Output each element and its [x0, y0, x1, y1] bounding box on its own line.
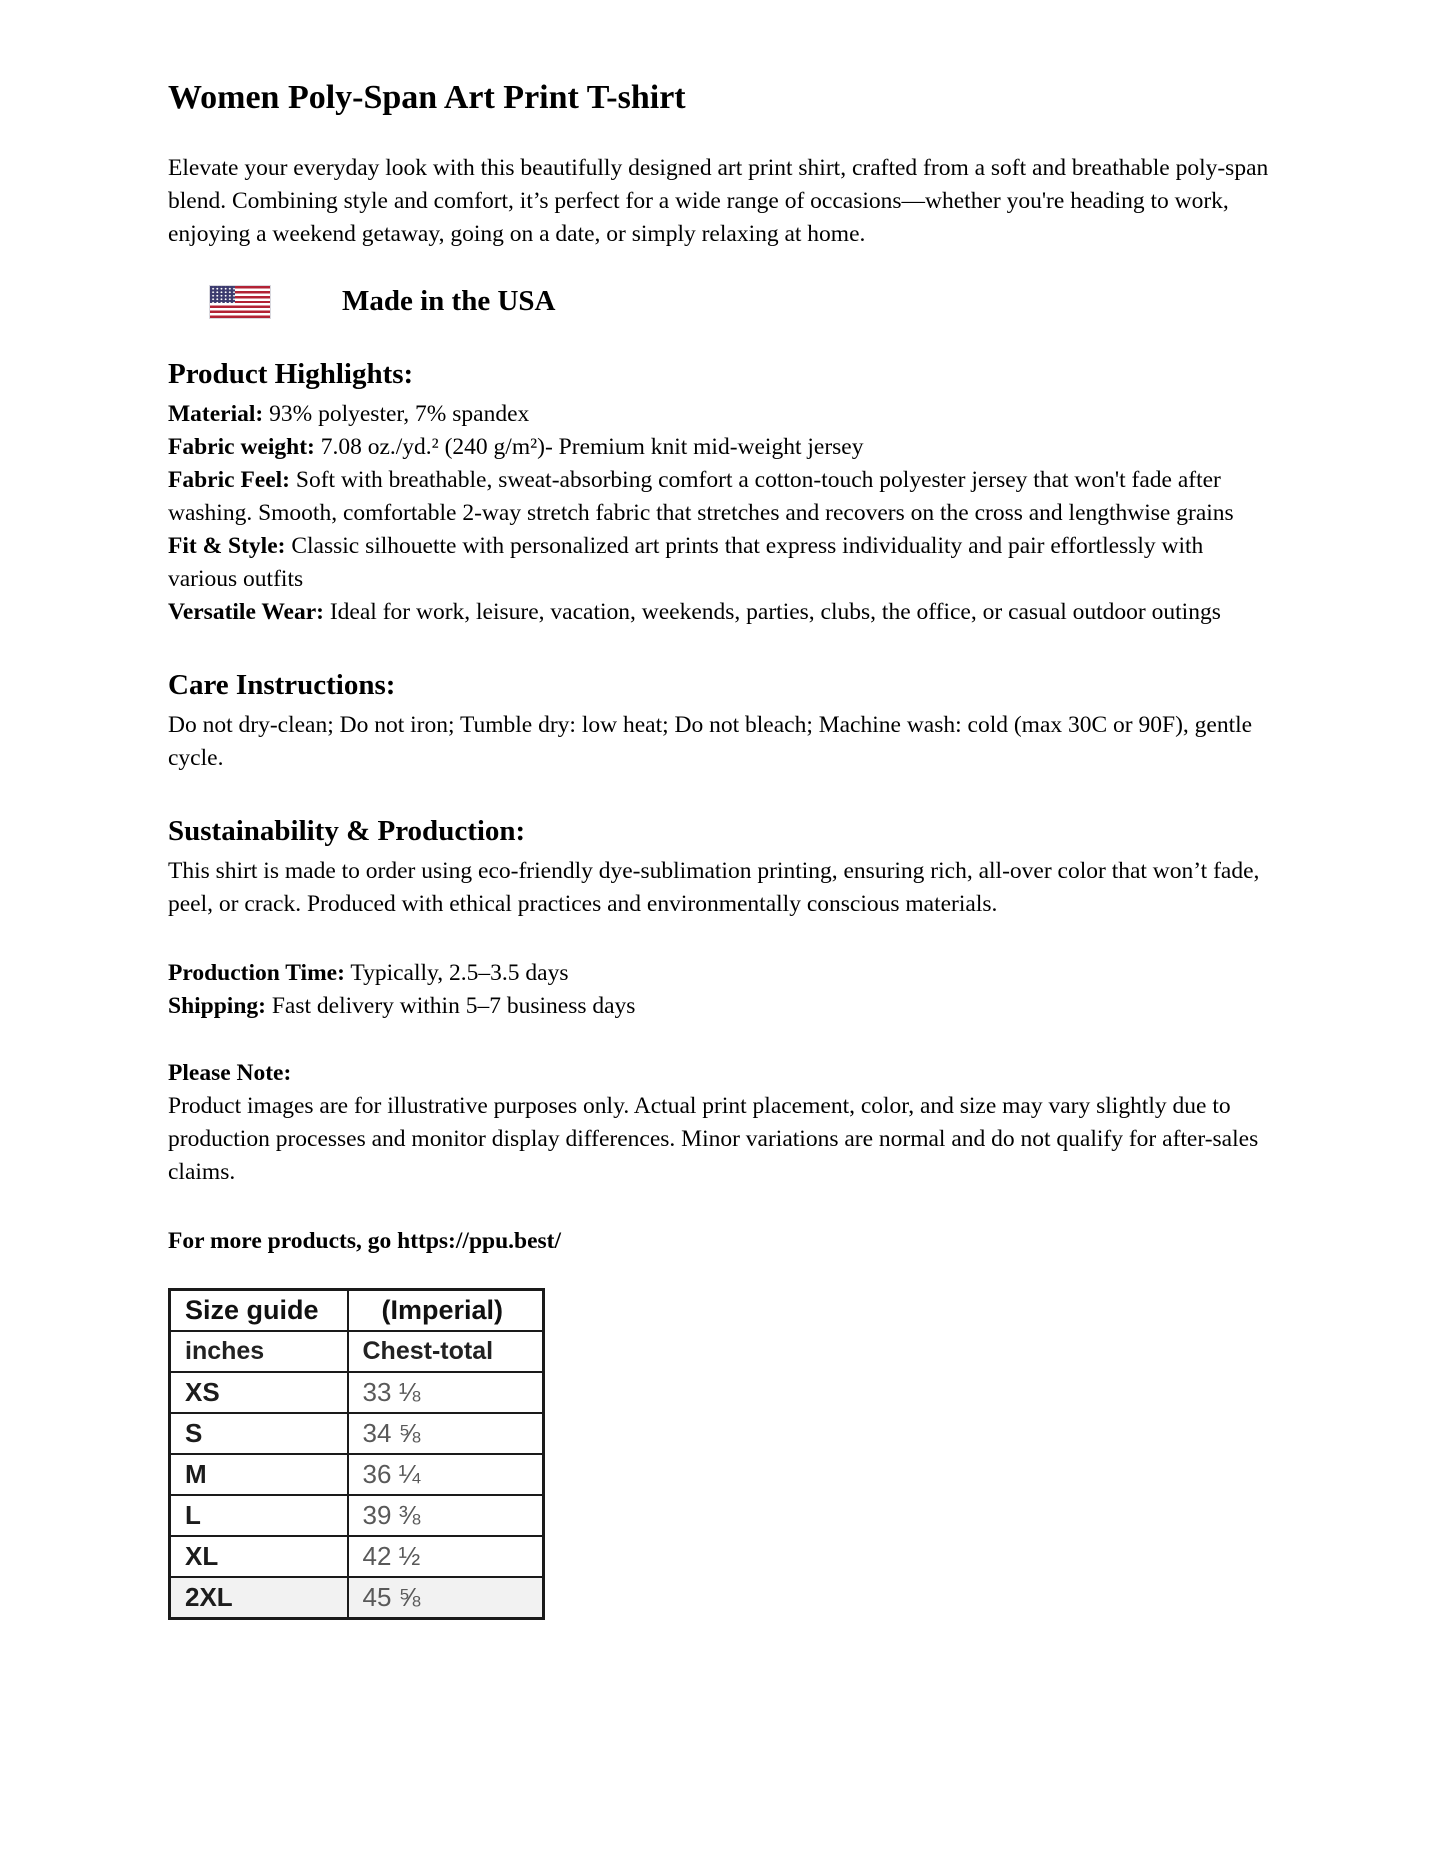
highlight-fit-style-text: Classic silhouette with personalized art prints that express individuality and pair effortlessly with various outfits [168, 533, 1204, 592]
table-row-l [170, 1495, 544, 1536]
table-row-2xl [170, 1577, 544, 1619]
size-guide-table [168, 1288, 545, 1620]
chest-value-l: 39 ⅜ [348, 1495, 544, 1536]
sustainability-text: This shirt is made to order using eco-friendly dye-sublimation printing, ensuring rich, all-over color that won’t fade, peel, or crack. Produced with ethical practices and environmentally conscious materials. [168, 858, 1260, 917]
table-row-m [170, 1454, 544, 1495]
highlight-fit-style [168, 530, 1276, 596]
sustainability-heading: Sustainability & Production: [168, 815, 526, 847]
logistics-block [168, 957, 1277, 1023]
chest-value-xl: 42 ½ [348, 1536, 544, 1577]
shipping-text: Fast delivery within 5–7 business days [271, 993, 636, 1019]
highlight-material [168, 398, 1276, 431]
care-instructions-text: Do not dry-clean; Do not iron; Tumble dry: low heat; Do not bleach; Machine wash: cold (max 30C or 90F), gentle cycle. [168, 712, 1253, 771]
more-products-line [168, 1225, 1277, 1258]
production-time-label: Production Time: [168, 960, 345, 986]
size-label-xs: XS [170, 1372, 348, 1413]
highlight-material-label: Material: [168, 401, 264, 427]
highlight-versatile-wear-text: Ideal for work, leisure, vacation, weekends, parties, clubs, the office, or casual outdoor outings [329, 599, 1221, 625]
highlight-versatile-wear [168, 596, 1276, 629]
size-table-subheader-row [170, 1331, 544, 1372]
highlight-fabric-weight-text: 7.08 oz./yd.² (240 g/m²)- Premium knit mid-weight jersey [320, 434, 864, 460]
size-table-header-row [170, 1290, 544, 1332]
table-row-xl [170, 1536, 544, 1577]
production-time-text: Typically, 2.5–3.5 days [350, 960, 569, 986]
highlight-fabric-feel [168, 464, 1276, 530]
intro-paragraph: Elevate your everyday look with this beautifully designed art print shirt, crafted from a soft and breathable poly-span blend. Combining style and comfort, it’s perfect for a wide range of occasions—whether you're heading to work, enjoying a weekend getaway, going on a date, or simply relaxing at home. [168, 155, 1269, 247]
page-title: Women Poly-Span Art Print T-shirt [168, 79, 686, 116]
chest-value-2xl: 45 ⅝ [348, 1577, 544, 1619]
made-in-usa-label: Made in the USA [342, 285, 556, 317]
highlight-versatile-wear-label: Versatile Wear: [168, 599, 324, 625]
chest-value-m: 36 ¼ [348, 1454, 544, 1495]
size-label-m: M [170, 1454, 348, 1495]
table-row-xs [170, 1372, 544, 1413]
production-time-line [168, 957, 1276, 990]
size-guide-header-cell: Size guide [170, 1290, 348, 1332]
highlight-material-text: 93% polyester, 7% spandex [269, 401, 530, 427]
care-instructions-heading: Care Instructions: [168, 669, 396, 701]
chest-total-subheader-cell: Chest-total [348, 1331, 544, 1372]
chest-value-xs: 33 ⅛ [348, 1372, 544, 1413]
please-note-heading: Please Note: [168, 1060, 292, 1086]
highlight-fit-style-label: Fit & Style: [168, 533, 286, 559]
size-label-l: L [170, 1495, 348, 1536]
us-flag-canton [210, 286, 235, 303]
size-label-xl: XL [170, 1536, 348, 1577]
shipping-line [168, 990, 1276, 1023]
made-in-usa-row [210, 285, 1277, 318]
size-label-s: S [170, 1413, 348, 1454]
product-highlights-heading: Product Highlights: [168, 358, 414, 390]
shipping-label: Shipping: [168, 993, 266, 1019]
table-row-s [170, 1413, 544, 1454]
please-note-block [168, 1057, 1277, 1189]
size-label-2xl: 2XL [170, 1577, 348, 1619]
highlight-fabric-feel-label: Fabric Feel: [168, 467, 291, 493]
highlight-fabric-feel-text: Soft with breathable, sweat-absorbing comfort a cotton-touch polyester jersey that won't fade after washing. Smooth, comfortable 2-way stretch fabric that stretches and recovers on the cross and lengthwise grains [168, 467, 1234, 526]
imperial-header-cell: (Imperial) [348, 1290, 544, 1332]
please-note-text: Product images are for illustrative purposes only. Actual print placement, color, and size may vary slightly due to production processes and monitor display differences. Minor variations are normal and do not qualify for after-sales claims. [168, 1093, 1259, 1185]
highlight-fabric-weight-label: Fabric weight: [168, 434, 315, 460]
inches-subheader-cell: inches [170, 1331, 348, 1372]
chest-value-s: 34 ⅝ [348, 1413, 544, 1454]
more-products-prefix: For more products, go [168, 1228, 398, 1254]
products-url-link[interactable]: https://ppu.best/ [397, 1228, 562, 1254]
highlight-fabric-weight [168, 431, 1276, 464]
us-flag-icon [210, 286, 270, 318]
